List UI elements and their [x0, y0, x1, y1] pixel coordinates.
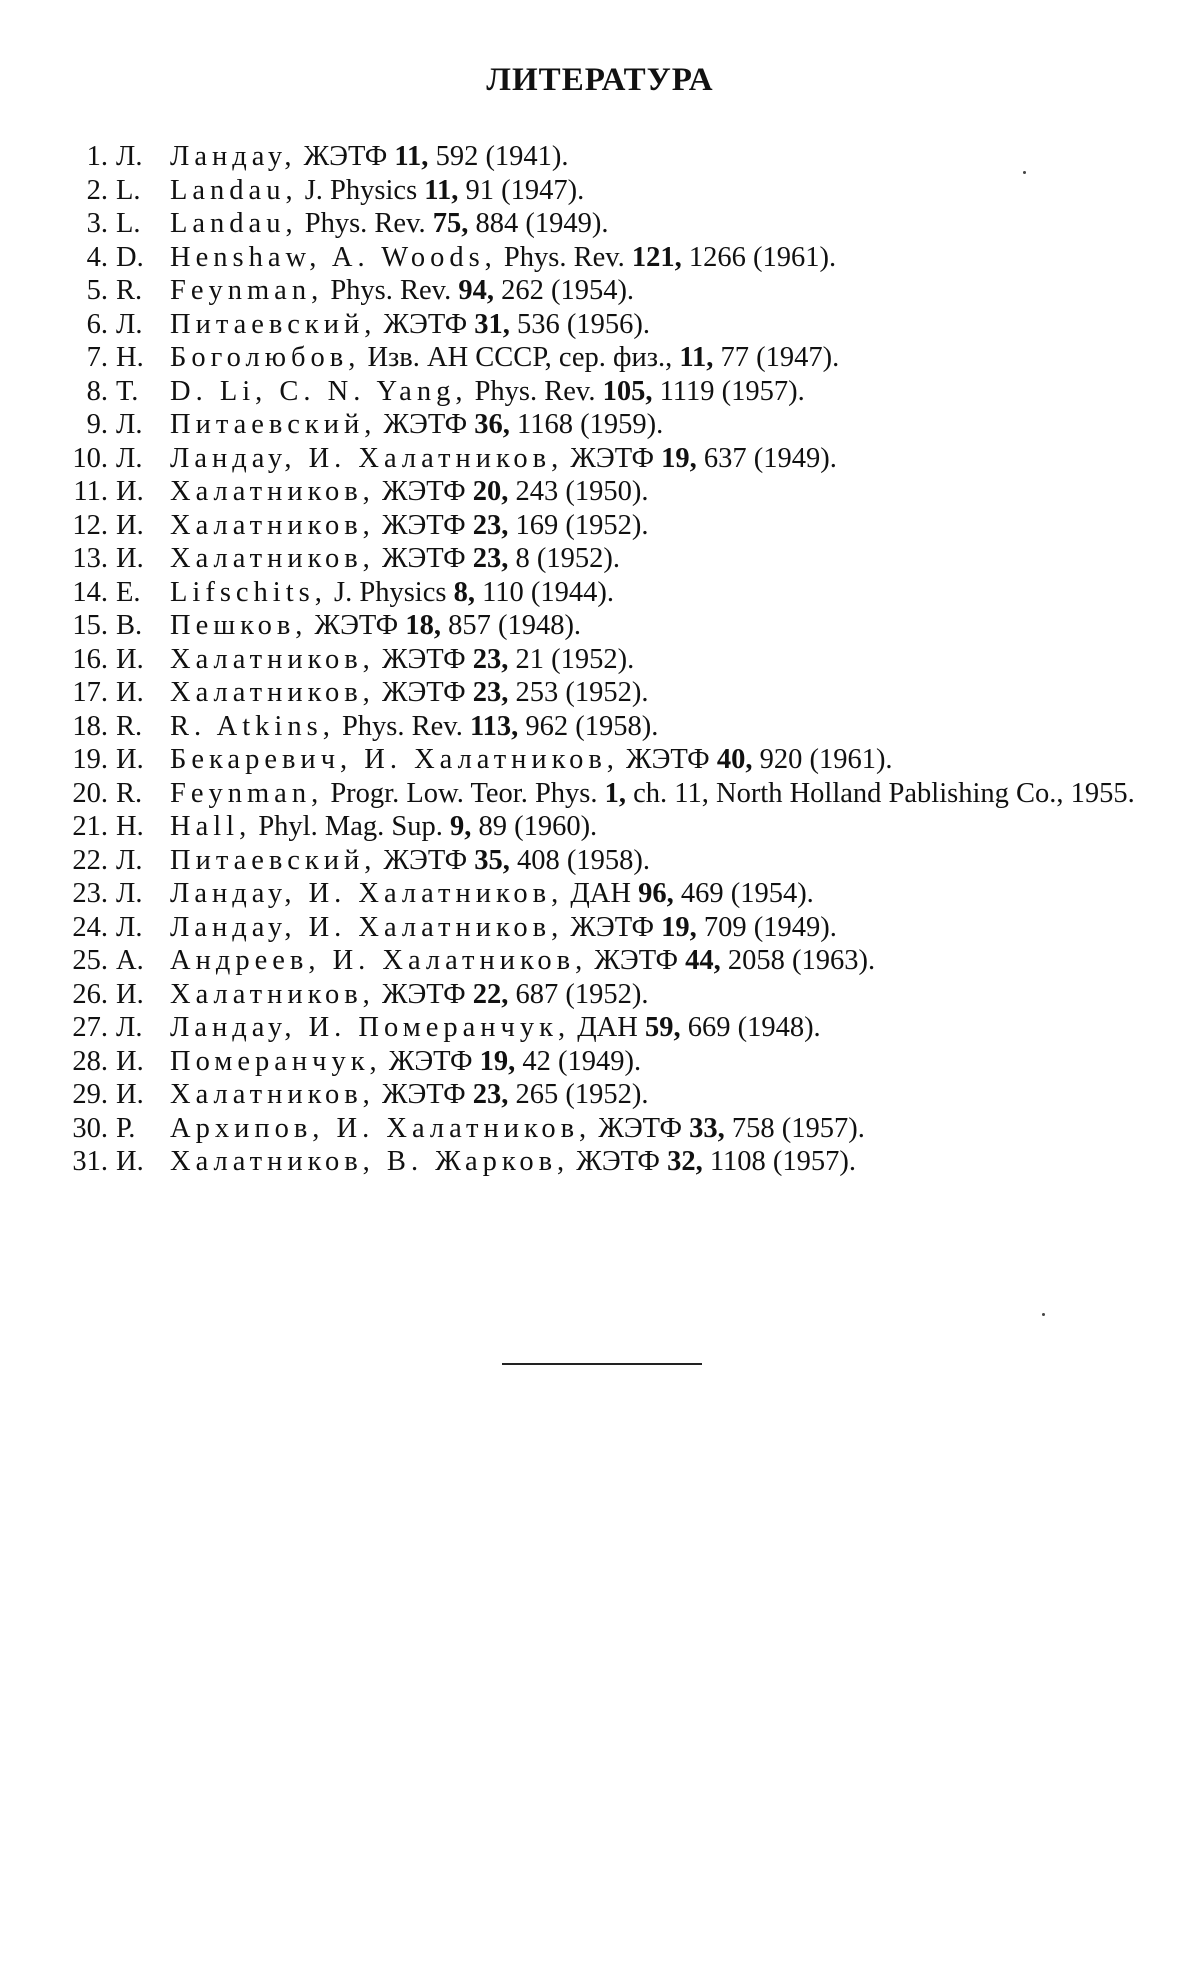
reference-author: Померанчук, [170, 1045, 382, 1077]
reference-volume: 23, [472, 643, 509, 675]
reference-initial: И. [116, 543, 144, 574]
reference-item [60, 207, 1140, 241]
reference-body [170, 777, 1140, 811]
reference-number: 21. [72, 811, 108, 842]
reference-pages-year: ch. 11, North Holland Pablishing Co., 1955. [633, 777, 1135, 809]
reference-number: 5. [86, 275, 108, 306]
reference-pages-year: 637 (1949). [703, 442, 837, 474]
print-speck [1042, 1313, 1045, 1316]
reference-initial: Л. [116, 141, 143, 172]
reference-initial: Л. [116, 844, 143, 876]
reference-body [170, 743, 1140, 777]
reference-volume: 96, [638, 878, 674, 909]
reference-pages-year: 91 (1947). [465, 174, 585, 206]
reference-body [170, 676, 1140, 710]
reference-body [170, 375, 1140, 409]
reference-pages-year: 709 (1949). [703, 911, 837, 943]
reference-publication: Progr. Low. Teor. Phys. [330, 777, 598, 809]
reference-pages-year: 77 (1947). [720, 342, 840, 373]
reference-publication: Phys. Rev. [304, 208, 426, 239]
reference-number: 4. [86, 241, 108, 273]
reference-author: Feynman, [170, 777, 324, 809]
reference-pages-year: 1266 (1961). [688, 241, 837, 273]
reference-pages-year: 592 (1941). [435, 141, 569, 172]
reference-volume: 94, [458, 275, 494, 306]
reference-number: 15. [72, 610, 108, 641]
reference-publication: ЖЭТФ [598, 1112, 682, 1144]
reference-publication: ЖЭТФ [383, 308, 468, 340]
reference-number: 26. [72, 978, 108, 1010]
reference-author: D. Li, C. N. Yang, [170, 375, 468, 407]
reference-author: Landau, [170, 174, 298, 206]
reference-item [60, 1112, 1140, 1146]
reference-volume: 23, [472, 1079, 509, 1110]
reference-author: R. Atkins, [170, 710, 335, 742]
reference-number: 31. [72, 1146, 108, 1177]
reference-author: Халатников, [170, 1079, 375, 1110]
reference-volume: 19, [661, 911, 697, 943]
reference-volume: 19, [479, 1045, 516, 1077]
reference-initial: Р. [116, 1112, 136, 1144]
reference-volume: 1, [604, 777, 627, 809]
reference-item [60, 844, 1140, 878]
reference-initial: T. [116, 375, 139, 407]
reference-initial: А. [116, 945, 144, 976]
reference-number: 24. [72, 911, 108, 943]
reference-number: 29. [72, 1079, 108, 1110]
reference-initial: Н. [116, 342, 144, 373]
reference-item [60, 1078, 1140, 1112]
reference-item [60, 1045, 1140, 1079]
reference-pages-year: 243 (1950). [515, 476, 649, 507]
reference-body [170, 308, 1140, 342]
reference-item [60, 576, 1140, 610]
reference-number: 20. [72, 777, 108, 809]
reference-item [60, 710, 1140, 744]
reference-item [60, 375, 1140, 409]
reference-item [60, 341, 1140, 375]
reference-number: 9. [86, 409, 108, 440]
reference-body [170, 609, 1140, 643]
reference-body [170, 1078, 1140, 1112]
reference-publication: Phyl. Mag. Sup. [258, 811, 443, 842]
reference-body [170, 978, 1140, 1012]
reference-body [170, 944, 1140, 978]
reference-publication: ЖЭТФ [381, 476, 466, 507]
reference-number: 22. [72, 844, 108, 876]
reference-volume: 18, [405, 610, 441, 641]
reference-number: 18. [72, 710, 108, 742]
reference-item [60, 475, 1140, 509]
reference-item [60, 643, 1140, 677]
reference-body [170, 542, 1140, 576]
reference-number: 14. [72, 576, 108, 608]
reference-body [170, 1011, 1140, 1045]
reference-list [60, 140, 1140, 1179]
reference-pages-year: 536 (1956). [517, 308, 650, 340]
reference-pages-year: 469 (1954). [680, 878, 814, 909]
reference-publication: Phys. Rev. [503, 241, 625, 273]
reference-author: Архипов, И. Халатников, [170, 1112, 592, 1144]
reference-pages-year: 920 (1961). [759, 744, 893, 775]
reference-author: Питаевский, [170, 308, 377, 340]
reference-pages-year: 253 (1952). [515, 677, 649, 708]
reference-volume: 33, [689, 1112, 725, 1144]
reference-author: Пешков, [170, 610, 308, 641]
reference-number: 13. [72, 543, 108, 574]
reference-publication: ЖЭТФ [626, 744, 710, 775]
reference-publication: ЖЭТФ [388, 1045, 473, 1077]
reference-pages-year: 42 (1949). [522, 1045, 642, 1077]
reference-initial: R. [116, 275, 143, 306]
reference-body [170, 274, 1140, 308]
reference-volume: 9, [449, 811, 472, 842]
reference-pages-year: 408 (1958). [517, 844, 650, 876]
reference-initial: Л. [116, 442, 143, 474]
reference-initial: И. [116, 978, 144, 1010]
reference-author: Питаевский, [170, 844, 377, 876]
reference-number: 28. [72, 1045, 108, 1077]
reference-number: 10. [72, 442, 108, 474]
reference-author: Ландау, И. Померанчук, [170, 1012, 571, 1043]
reference-author: Халатников, В. Жарков, [170, 1146, 570, 1177]
reference-body [170, 475, 1140, 509]
reference-item [60, 1145, 1140, 1179]
reference-item [60, 944, 1140, 978]
reference-number: 30. [72, 1112, 108, 1144]
reference-item [60, 777, 1140, 811]
reference-item [60, 609, 1140, 643]
reference-author: Ландау, [170, 141, 297, 172]
reference-pages-year: 89 (1960). [478, 811, 598, 842]
reference-publication: ЖЭТФ [303, 141, 388, 172]
reference-volume: 8, [453, 576, 475, 608]
reference-publication: ЖЭТФ [594, 945, 679, 976]
reference-number: 16. [72, 643, 108, 675]
reference-volume: 23, [472, 677, 509, 708]
reference-number: 25. [72, 945, 108, 976]
reference-number: 2. [86, 174, 108, 206]
reference-author: Ландау, И. Халатников, [170, 878, 564, 909]
reference-initial: L. [116, 174, 141, 206]
reference-author: Питаевский, [170, 409, 377, 440]
reference-volume: 20, [472, 476, 509, 507]
reference-initial: Л. [116, 409, 143, 440]
reference-author: Халатников, [170, 643, 375, 675]
reference-initial: И. [116, 1079, 144, 1110]
reference-volume: 23, [472, 543, 509, 574]
reference-volume: 35, [474, 844, 510, 876]
reference-publication: ЖЭТФ [570, 911, 654, 943]
reference-author: Hall, [170, 811, 252, 842]
reference-number: 7. [86, 342, 108, 373]
reference-publication: ЖЭТФ [381, 509, 466, 541]
reference-publication: ДАН [577, 1012, 638, 1043]
reference-item [60, 408, 1140, 442]
reference-item [60, 174, 1140, 208]
reference-number: 8. [86, 375, 108, 407]
reference-author: Андреев, И. Халатников, [170, 945, 588, 976]
reference-author: Henshaw, A. Woods, [170, 241, 497, 273]
reference-volume: 121, [631, 241, 682, 273]
page-title: ЛИТЕРАТУРА [486, 62, 714, 98]
reference-item [60, 274, 1140, 308]
reference-volume: 40, [716, 744, 753, 775]
reference-publication: ЖЭТФ [383, 409, 468, 440]
reference-body [170, 1145, 1140, 1179]
reference-publication: Phys. Rev. [474, 375, 596, 407]
reference-body [170, 207, 1140, 241]
reference-author: Халатников, [170, 677, 375, 708]
reference-initial: Л. [116, 878, 143, 909]
reference-author: Ландау, И. Халатников, [170, 911, 564, 943]
reference-publication: ЖЭТФ [576, 1146, 660, 1177]
reference-initial: Л. [116, 911, 143, 943]
reference-publication: ЖЭТФ [381, 643, 466, 675]
reference-pages-year: 265 (1952). [515, 1079, 649, 1110]
reference-pages-year: 962 (1958). [525, 710, 659, 742]
reference-item [60, 241, 1140, 275]
end-rule [502, 1363, 702, 1365]
reference-initial: И. [116, 744, 144, 775]
reference-item [60, 509, 1140, 543]
reference-body [170, 844, 1140, 878]
reference-volume: 36, [474, 409, 510, 440]
reference-body [170, 442, 1140, 476]
reference-author: Ландау, И. Халатников, [170, 442, 564, 474]
reference-body [170, 174, 1140, 208]
reference-pages-year: 262 (1954). [501, 275, 635, 306]
reference-author: Халатников, [170, 509, 375, 541]
reference-number: 11. [73, 476, 108, 507]
reference-initial: И. [116, 509, 144, 541]
reference-body [170, 877, 1140, 911]
reference-author: Халатников, [170, 543, 375, 574]
reference-body [170, 710, 1140, 744]
reference-pages-year: 110 (1944). [482, 576, 615, 608]
reference-author: Landau, [170, 208, 298, 239]
reference-pages-year: 884 (1949). [475, 208, 609, 239]
reference-volume: 11, [394, 141, 429, 172]
reference-publication: ЖЭТФ [570, 442, 654, 474]
reference-body [170, 241, 1140, 275]
reference-body [170, 911, 1140, 945]
reference-volume: 105, [602, 375, 653, 407]
reference-initial: И. [116, 677, 144, 708]
reference-volume: 75, [432, 208, 469, 239]
reference-publication: ДАН [570, 878, 631, 909]
print-speck [1023, 171, 1026, 174]
reference-item [60, 978, 1140, 1012]
reference-volume: 113, [469, 710, 519, 742]
reference-author: Халатников, [170, 476, 375, 507]
reference-publication: ЖЭТФ [383, 844, 468, 876]
reference-item [60, 676, 1140, 710]
reference-initial: В. [116, 610, 143, 641]
reference-initial: Л. [116, 308, 143, 340]
reference-initial: Л. [116, 1012, 143, 1043]
reference-number: 17. [72, 677, 108, 708]
reference-volume: 44, [685, 945, 721, 976]
reference-body [170, 1045, 1140, 1079]
reference-item [60, 911, 1140, 945]
reference-publication: J. Physics [334, 576, 447, 608]
reference-pages-year: 1119 (1957). [659, 375, 805, 407]
reference-item [60, 442, 1140, 476]
reference-volume: 22, [472, 978, 509, 1010]
reference-number: 12. [72, 509, 108, 541]
reference-body [170, 509, 1140, 543]
reference-body [170, 810, 1140, 844]
reference-author: Lifschits, [170, 576, 327, 608]
reference-item [60, 308, 1140, 342]
reference-volume: 19, [661, 442, 697, 474]
reference-body [170, 408, 1140, 442]
reference-publication: Phys. Rev. [330, 275, 452, 306]
reference-publication: ЖЭТФ [381, 1079, 466, 1110]
reference-publication: Изв. АН СССР, сер. физ., [367, 342, 673, 373]
reference-pages-year: 857 (1948). [448, 610, 582, 641]
reference-initial: D. [116, 241, 144, 273]
reference-volume: 31, [474, 308, 510, 340]
reference-body [170, 576, 1140, 610]
reference-item [60, 877, 1140, 911]
reference-author: Халатников, [170, 978, 375, 1010]
reference-body [170, 140, 1140, 174]
reference-author: Бекаревич, И. Халатников, [170, 744, 619, 775]
reference-publication: Phys. Rev. [341, 710, 463, 742]
reference-initial: И. [116, 476, 144, 507]
reference-item [60, 1011, 1140, 1045]
reference-pages-year: 21 (1952). [515, 643, 635, 675]
reference-volume: 59, [644, 1012, 681, 1043]
reference-volume: 11, [679, 342, 714, 373]
reference-item [60, 140, 1140, 174]
reference-author: Feynman, [170, 275, 324, 306]
reference-item [60, 810, 1140, 844]
reference-publication: ЖЭТФ [381, 677, 466, 708]
reference-number: 23. [72, 878, 108, 909]
reference-pages-year: 758 (1957). [731, 1112, 865, 1144]
reference-number: 27. [72, 1012, 108, 1043]
reference-item [60, 542, 1140, 576]
reference-initial: R. [116, 777, 143, 809]
reference-body [170, 341, 1140, 375]
reference-publication: J. Physics [304, 174, 418, 206]
reference-volume: 23, [472, 509, 509, 541]
reference-number: 19. [72, 744, 108, 775]
reference-pages-year: 169 (1952). [515, 509, 649, 541]
reference-number: 1. [86, 141, 108, 172]
reference-body [170, 643, 1140, 677]
reference-pages-year: 1168 (1959). [517, 409, 664, 440]
reference-volume: 11, [424, 174, 459, 206]
reference-publication: ЖЭТФ [314, 610, 399, 641]
reference-item [60, 743, 1140, 777]
reference-pages-year: 1108 (1957). [709, 1146, 856, 1177]
reference-body [170, 1112, 1140, 1146]
reference-initial: E. [116, 576, 141, 608]
reference-publication: ЖЭТФ [381, 978, 466, 1010]
reference-number: 6. [86, 308, 108, 340]
reference-pages-year: 687 (1952). [515, 978, 649, 1010]
reference-initial: L. [116, 208, 141, 239]
reference-author: Боголюбов, [170, 342, 361, 373]
reference-number: 3. [86, 208, 108, 239]
reference-pages-year: 669 (1948). [687, 1012, 821, 1043]
reference-pages-year: 8 (1952). [515, 543, 620, 574]
reference-initial: И. [116, 1146, 144, 1177]
reference-initial: И. [116, 643, 144, 675]
reference-initial: H. [116, 811, 144, 842]
reference-publication: ЖЭТФ [381, 543, 466, 574]
reference-initial: И. [116, 1045, 144, 1077]
reference-initial: R. [116, 710, 143, 742]
reference-pages-year: 2058 (1963). [727, 945, 876, 976]
reference-volume: 32, [667, 1146, 703, 1177]
